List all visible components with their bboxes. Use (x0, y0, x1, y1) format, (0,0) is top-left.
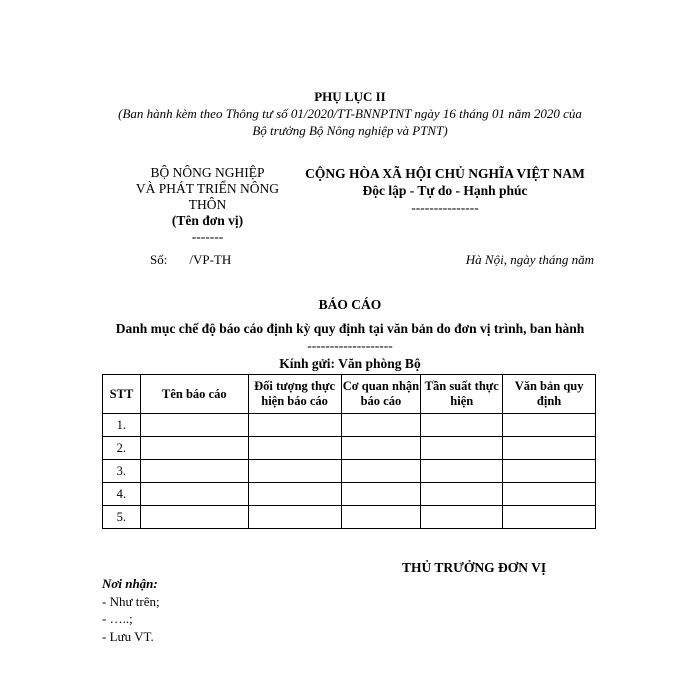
recipients-label: Nơi nhận: (102, 576, 158, 591)
table-cell (140, 460, 248, 483)
column-header-receiving-agency: Cơ quan nhận báo cáo (341, 375, 421, 414)
table-row (103, 506, 596, 529)
recipient-item: - …..; (102, 611, 133, 626)
table-cell (503, 483, 596, 506)
ministry-line-2: VÀ PHÁT TRIỂN NÔNG (135, 181, 280, 196)
report-subtitle-block (100, 320, 600, 354)
nation-name: CỘNG HÒA XÃ HỘI CHỦ NGHĨA VIỆT NAM (305, 166, 585, 181)
table-cell (140, 506, 248, 529)
table-row (103, 483, 596, 506)
column-header-frequency: Tần suất thực hiện (421, 375, 503, 414)
table-cell (341, 506, 421, 529)
table-cell (503, 437, 596, 460)
table-header-row (103, 375, 596, 414)
ministry-line-1: BỘ NÔNG NGHIỆP (150, 165, 265, 180)
column-header-report-name: Tên báo cáo (140, 375, 248, 414)
recipient-line: Kính gửi: Văn phòng Bộ (279, 356, 421, 371)
recipients-block (102, 575, 160, 645)
recipient-item: - Lưu VT. (102, 628, 154, 644)
table-cell (140, 437, 248, 460)
table-row (103, 414, 596, 437)
table-cell (248, 506, 341, 529)
table-cell (248, 414, 341, 437)
table-cell (421, 506, 503, 529)
document-number-suffix: /VP-TH (189, 252, 232, 267)
unit-name: (Tên đơn vị) (171, 213, 244, 228)
table-row (103, 460, 596, 483)
appendix-note-line-2: Bộ trưởng Bộ Nông nghiệp và PTNT) (252, 123, 448, 138)
report-divider: ------------------- (307, 338, 393, 353)
table-cell (341, 414, 421, 437)
table-cell (421, 437, 503, 460)
column-header-stt: STT (103, 375, 141, 414)
table-cell (248, 437, 341, 460)
table-cell (341, 483, 421, 506)
recipient-item: - Như trên; (102, 593, 160, 609)
ministry-block (100, 165, 315, 245)
document-number-label: Số: (150, 252, 168, 267)
table-cell (248, 460, 341, 483)
column-header-subject: Đối tượng thực hiện báo cáo (248, 375, 341, 414)
ministry-divider: ------- (191, 229, 224, 244)
row-number: 5. (103, 506, 141, 529)
table-row (103, 437, 596, 460)
table-cell (503, 460, 596, 483)
document-number (150, 252, 231, 268)
appendix-note-line-1: (Ban hành kèm theo Thông tư số 01/2020/TT-BNNPTNT ngày 16 tháng 01 năm 2020 của (118, 106, 582, 121)
table-cell (421, 414, 503, 437)
table-cell (503, 414, 596, 437)
signer-title: THỦ TRƯỞNG ĐƠN VỊ (402, 560, 547, 575)
report-subtitle: Danh mục chế độ báo cáo định kỳ quy định tại văn bản do đơn vị trình, ban hành (115, 321, 585, 336)
table-cell (503, 506, 596, 529)
nation-divider: --------------- (411, 200, 479, 215)
ministry-line-3: THÔN (188, 197, 227, 212)
appendix-note (95, 105, 605, 139)
row-number: 2. (103, 437, 141, 460)
report-title: BÁO CÁO (318, 297, 382, 312)
appendix-title: PHỤ LỤC II (314, 89, 386, 104)
row-number: 1. (103, 414, 141, 437)
table-cell (140, 414, 248, 437)
table-cell (140, 483, 248, 506)
table-cell (341, 437, 421, 460)
table-cell (341, 460, 421, 483)
column-header-regulation: Văn bản quy định (503, 375, 596, 414)
table-cell (421, 460, 503, 483)
place-date: Hà Nội, ngày tháng năm (465, 252, 594, 267)
national-header (295, 165, 595, 216)
nation-motto: Độc lập - Tự do - Hạnh phúc (362, 183, 528, 198)
row-number: 4. (103, 483, 141, 506)
row-number: 3. (103, 460, 141, 483)
report-table (102, 374, 596, 529)
table-cell (421, 483, 503, 506)
table-cell (248, 483, 341, 506)
